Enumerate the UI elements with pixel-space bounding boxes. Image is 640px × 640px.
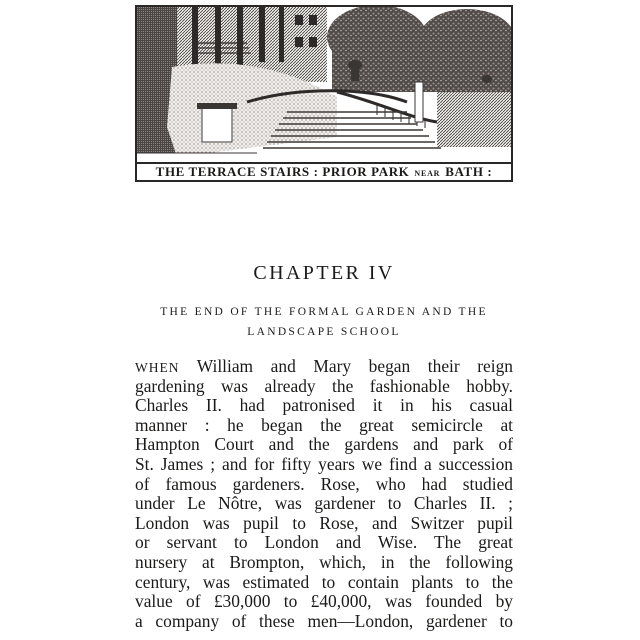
terrace-stairs-engraving: [137, 7, 511, 162]
body-line: Charles II. had patronised it in his casual: [135, 395, 513, 416]
caption-end: BATH :: [445, 164, 493, 179]
illustration-plate: [135, 5, 513, 182]
caption-main: THE TERRACE STAIRS : PRIOR PARK: [155, 164, 410, 179]
body-line: London was pupil to Rose, and Switzer pupil: [135, 512, 513, 533]
body-line: manner : he began the great semicircle at: [135, 414, 513, 435]
chapter-subtitle: [135, 302, 513, 342]
body-line: or servant to London and Wise. The great: [135, 532, 513, 553]
chapter-title: CHAPTER IV: [253, 262, 395, 284]
body-paragraph: [135, 357, 513, 631]
chapter-subtitle-line-2: LANDSCAPE SCHOOL: [247, 326, 401, 338]
body-line-text: William and Mary began their reign: [179, 356, 513, 376]
caption-near: NEAR: [414, 168, 441, 178]
body-line: Hampton Court and the gardens and park of: [135, 434, 513, 455]
illustration-caption: [137, 162, 511, 180]
body-line: century, was estimated to contain plants to the: [135, 571, 513, 592]
body-line: [135, 357, 513, 377]
opening-word-smallcaps: WHEN: [135, 360, 180, 375]
body-line: under Le Nôtre, was gardener to Charles II. ;: [135, 493, 513, 514]
body-line: value of £30,000 to £40,000, was founded by: [135, 591, 513, 612]
body-line: of famous gardeners. Rose, who had studied: [135, 473, 513, 494]
body-line: St. James ; and for fifty years we find a succession: [135, 453, 513, 474]
chapter-subtitle-line-1: THE END OF THE FORMAL GARDEN AND THE: [160, 306, 488, 318]
body-line: gardening was already the fashionable hobby.: [135, 375, 513, 396]
body-line: nursery at Brompton, which, in the following: [135, 551, 513, 572]
body-line: a company of these men—London, gardener to: [135, 610, 513, 631]
